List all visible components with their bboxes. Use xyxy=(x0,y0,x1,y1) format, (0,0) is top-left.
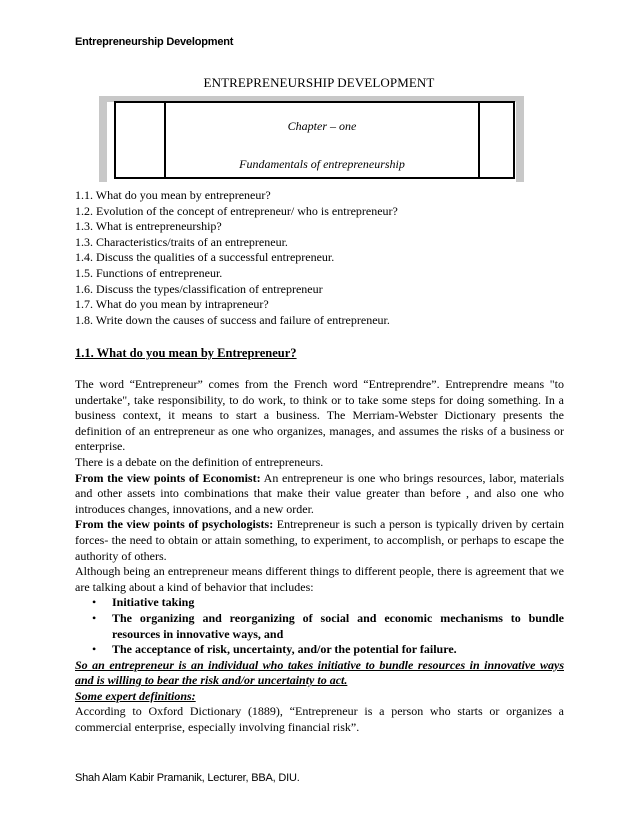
chapter-box-divider-right xyxy=(478,103,480,177)
paragraph-economist xyxy=(75,471,564,518)
chapter-box-shadow-left xyxy=(99,96,107,182)
toc-item: 1.6. Discuss the types/classification of entrepreneur xyxy=(75,281,323,296)
paragraph-although: Although being an entrepreneur means different things to different people, there is agreement that we are talking about a kind of behavior that includes: xyxy=(75,564,564,594)
bullet-icon: • xyxy=(92,595,97,610)
expert-definitions-heading: Some expert definitions: xyxy=(75,688,196,703)
behavior-list xyxy=(75,595,564,657)
list-item: • Initiative taking xyxy=(92,595,195,610)
page-footer: Shah Alam Kabir Pramanik, Lecturer, BBA, DIU. xyxy=(75,772,300,784)
paragraph-psychologist xyxy=(75,517,564,564)
toc-item: 1.1. What do you mean by entrepreneur? xyxy=(75,188,271,202)
chapter-title: Fundamentals of entrepreneurship xyxy=(239,157,405,171)
chapter-box-shadow-right xyxy=(516,96,524,182)
emphasis-statement: So an entrepreneur is an individual who takes initiative to bundle resources in innovative ways and is willing to bear the risk and/or uncertainty to act. xyxy=(75,657,564,688)
toc-item: 1.4. Discuss the qualities of a successful entrepreneur. xyxy=(75,250,335,265)
body-text xyxy=(75,377,564,736)
toc-item: 1.7. What do you mean by intrapreneur? xyxy=(75,297,269,312)
paragraph-debate: There is a debate on the definition of entrepreneurs. xyxy=(75,454,324,469)
toc-item: 1.8. Write down the causes of success and failure of entrepreneur. xyxy=(75,312,390,327)
psychologist-label: From the view points of psychologists: xyxy=(75,517,274,532)
running-header: Entrepreneurship Development xyxy=(75,36,234,48)
toc-item: 1.5. Functions of entrepreneur. xyxy=(75,265,223,280)
toc-item: 1.3. Characteristics/traits of an entrepreneur. xyxy=(75,234,288,249)
list-item: • The acceptance of risk, uncertainty, and/or the potential for failure. xyxy=(92,642,457,657)
chapter-box xyxy=(114,101,515,179)
economist-label: From the view points of Economist: xyxy=(75,470,261,485)
list-item: • The organizing and reorganizing of social and economic mechanisms to bundle resources in innovative ways, and xyxy=(92,610,564,641)
toc-item: 1.2. Evolution of the concept of entrepreneur/ who is entrepreneur? xyxy=(75,203,398,218)
toc-item: 1.3. What is entrepreneurship? xyxy=(75,219,222,234)
paragraph-oxford: According to Oxford Dictionary (1889), “Entrepreneur is a person who starts or organizes a commercial enterprise, especially involving financial risk”. xyxy=(75,704,564,735)
section-heading: 1.1. What do you mean by Entrepreneur? xyxy=(75,346,297,360)
chapter-number: Chapter – one xyxy=(287,119,357,133)
bullet-icon: • xyxy=(92,610,97,625)
paragraph-etymology: The word “Entrepreneur” comes from the French word “Entreprendre”. Entreprendre means "to undertake", take responsibility, to do work, to think or to take some steps for doing something. In a business context, it means to start a business. The Merriam-Webster Dictionary presents the definition of an entrepreneur as one who organizes, manages, and assumes the risks of a business or enterprise. xyxy=(75,377,564,454)
document-title: ENTREPRENEURSHIP DEVELOPMENT xyxy=(203,75,435,90)
bullet-icon: • xyxy=(92,642,97,657)
psychologist-text: Entrepreneur is such a person is typically driven by certain forces- the need to obtain or attain something, to experiment, to accomplish, or perhaps to escape the authority of others. xyxy=(75,517,564,563)
table-of-contents xyxy=(75,188,565,328)
economist-text: An entrepreneur is one who brings resources, labor, materials and other assets into combinations that make their value greater than before , and also one who introduces changes, innovations, and a new order. xyxy=(75,470,565,516)
